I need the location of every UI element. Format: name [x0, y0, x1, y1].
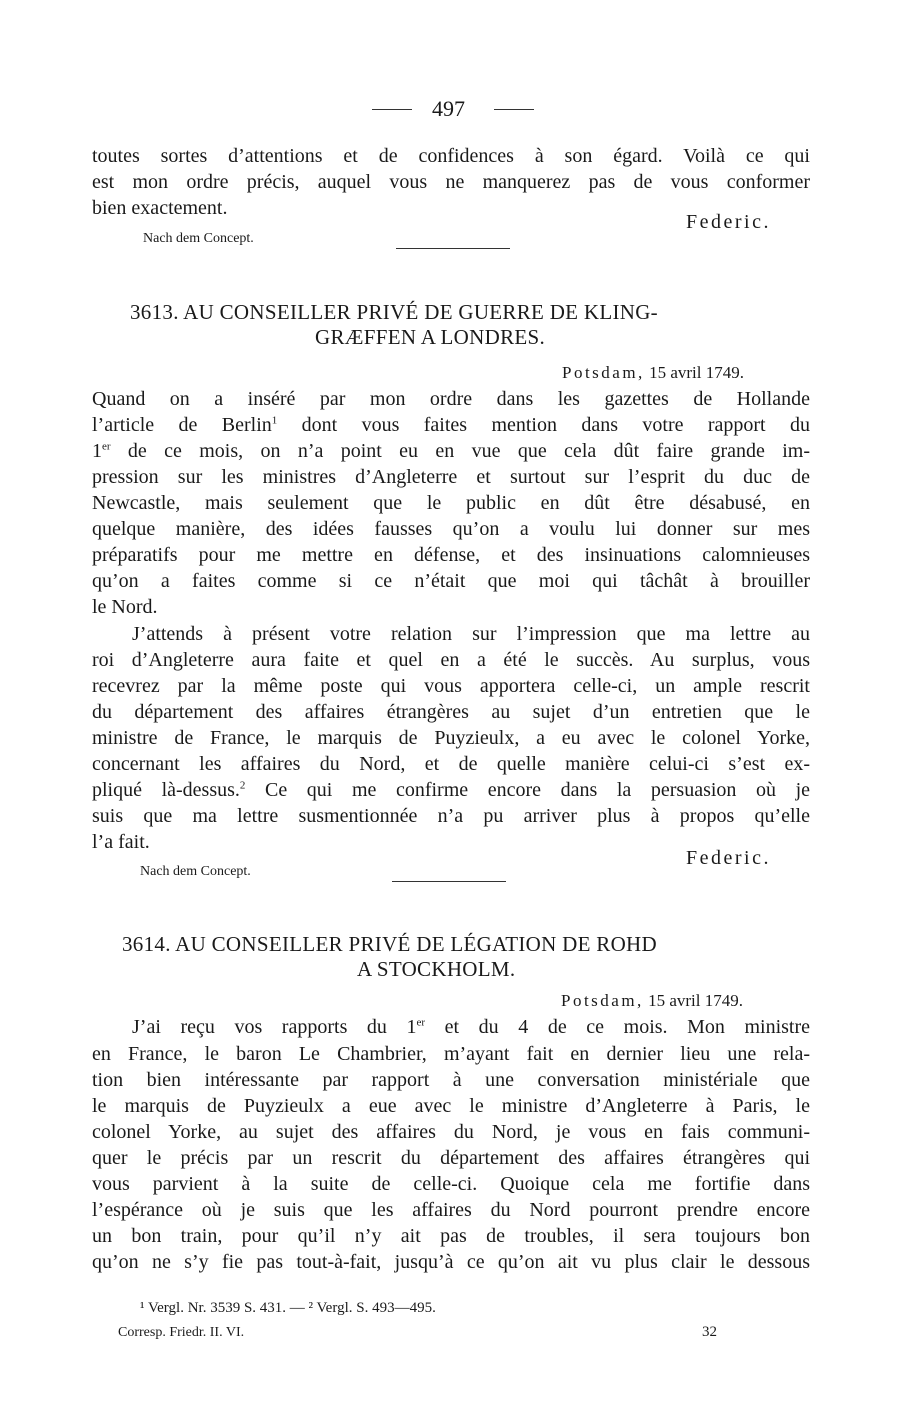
- letter-text: l’article de Berlin: [92, 414, 272, 436]
- letter-3613-line: du département des affaires étrangères au sujet d’un entretien que le: [92, 701, 810, 723]
- intro-signature: Federic.: [686, 211, 771, 233]
- letter-3613-date: 15 avril 1749.: [649, 363, 744, 382]
- letter-3613-line: Newcastle, mais seulement que le public en dût être désabusé, en: [92, 492, 810, 514]
- signature-mark: 32: [702, 1324, 717, 1340]
- drop-initial-line: J’ai reçu vos rapports du: [132, 1016, 387, 1038]
- section-divider: [396, 248, 510, 249]
- letter-3614-title-cont: A STOCKHOLM.: [357, 957, 516, 981]
- letter-3613-place: Potsdam,: [562, 363, 645, 382]
- letter-text: de ce mois, on n’a point eu en vue que cela dût faire grande im-: [127, 440, 811, 462]
- letter-3613-line: roi d’Angleterre aura faite et quel en a été le succès. Au surplus, vous: [92, 649, 810, 671]
- header-rule-left: [372, 109, 412, 110]
- ordinal-number: 1: [406, 1016, 417, 1038]
- letter-text: pliqué là-dessus.: [92, 779, 240, 801]
- header-rule-right: [494, 109, 534, 110]
- footnotes: ¹ Vergl. Nr. 3539 S. 431. — ² Vergl. S. 493—495.: [140, 1300, 436, 1316]
- letter-3613-dateline: [562, 363, 744, 383]
- section-divider: [392, 881, 506, 882]
- letter-3614-line: un bon train, pour qu’il n’y ait pas de troubles, il sera toujours bon: [92, 1225, 810, 1247]
- letter-3614-place: Potsdam,: [561, 991, 644, 1010]
- letter-3614-line: [132, 1016, 810, 1039]
- letter-3614-title: 3614. AU CONSEILLER PRIVÉ DE LÉGATION DE ROHD: [122, 932, 657, 956]
- letter-3614-line: quer le précis par un rescrit du département des affaires étrangères qui: [92, 1147, 810, 1169]
- letter-3614-line: colonel Yorke, au sujet des affaires du Nord, je vous en fais communi-: [92, 1121, 810, 1143]
- letter-3613-line: qu’on a faites comme si ce n’était que moi qui tâchât à brouiller: [92, 570, 810, 592]
- ordinal-number: 1: [92, 440, 102, 462]
- letter-3613-line: le Nord.: [92, 596, 158, 618]
- letter-3614-line: qu’on ne s’y fie pas tout-à-fait, jusqu’à ce qu’on ait vu plus clair le dessous: [92, 1251, 810, 1273]
- intro-line: est mon ordre précis, auquel vous ne manquerez pas de vous conformer: [92, 171, 810, 193]
- letter-3613-line: recevrez par la même poste qui vous apportera celle-ci, un ample rescrit: [92, 675, 810, 697]
- letter-text: dont vous faites mention dans votre rapport du: [301, 414, 810, 436]
- letter-3613-line: [92, 440, 810, 463]
- letter-3613-line: concernant les affaires du Nord, et de quelle manière celui-ci s’est ex-: [92, 753, 810, 775]
- letter-3614-line: vous parvient à la suite de celle-ci. Quoique cela me fortifie dans: [92, 1173, 810, 1195]
- letter-3613-source-note: Nach dem Concept.: [140, 864, 251, 879]
- letter-3613-line: pression sur les ministres d’Angleterre et surtout sur l’esprit du duc de: [92, 466, 810, 488]
- intro-line: toutes sortes d’attentions et de confidences à son égard. Voilà ce qui: [92, 145, 810, 167]
- running-title: Corresp. Friedr. II. VI.: [118, 1325, 245, 1340]
- letter-3614-dateline: [561, 991, 743, 1011]
- intro-source-note: Nach dem Concept.: [143, 231, 254, 246]
- drop-initial-line: Quand on a inséré par mon ordre dans les gazettes de Hollande: [92, 388, 810, 410]
- letter-3614-line: tion bien intéressante par rapport à une conversation ministériale que: [92, 1069, 810, 1091]
- letter-3613-signature: Federic.: [686, 847, 771, 869]
- page-number: 497: [432, 96, 465, 121]
- letter-3613-line: quelque manière, des idées fausses qu’on a voulu lui donner sur mes: [92, 518, 810, 540]
- letter-3613-line: suis que ma lettre susmentionnée n’a pu arriver plus à propos qu’elle: [92, 805, 810, 827]
- ordinal-suffix: er: [416, 1016, 426, 1029]
- letter-text: et du 4 de ce mois. Mon ministre: [444, 1016, 811, 1038]
- letter-3613-title-cont: GRÆFFEN A LONDRES.: [315, 325, 546, 349]
- letter-3613-line: ministre de France, le marquis de Puyzieulx, a eu avec le colonel Yorke,: [92, 727, 810, 749]
- ordinal-suffix: er: [102, 440, 111, 453]
- letter-3613-line: [92, 779, 810, 802]
- intro-line: bien exactement.: [92, 197, 228, 219]
- letter-3613-line: l’a fait.: [92, 831, 150, 853]
- letter-3613-line: J’attends à présent votre relation sur l’impression que ma lettre au: [132, 623, 810, 645]
- footnote-ref: 2: [239, 779, 246, 792]
- letter-3613-line: [92, 414, 810, 437]
- letter-3614-line: l’espérance où je suis que les affaires du Nord pourront prendre encore: [92, 1199, 810, 1221]
- letter-3613-line: préparatifs pour me mettre en défense, et des insinuations calomnieuses: [92, 544, 810, 566]
- letter-3614-line: en France, le baron Le Chambrier, m’ayant fait en dernier lieu une rela-: [92, 1043, 810, 1065]
- letter-3614-date: 15 avril 1749.: [648, 991, 743, 1010]
- letter-3614-line: le marquis de Puyzieulx a eue avec le ministre d’Angleterre à Paris, le: [92, 1095, 810, 1117]
- letter-3613-line: [92, 388, 810, 411]
- letter-3613-title: 3613. AU CONSEILLER PRIVÉ DE GUERRE DE KLING-: [130, 300, 658, 324]
- footnote-ref: 1: [271, 414, 278, 427]
- letter-text: Ce qui me confirme encore dans la persuasion où je: [265, 779, 811, 801]
